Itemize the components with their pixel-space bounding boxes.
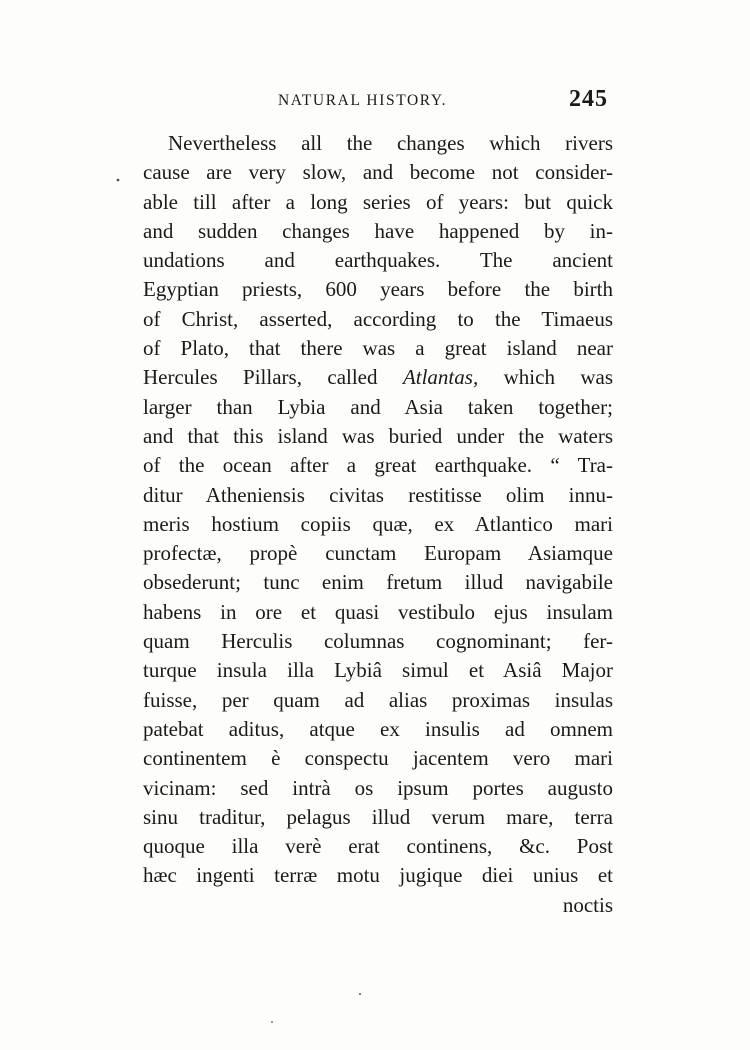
text-line: ditur Atheniensis civitas restitisse olim innu- [143, 482, 613, 507]
running-title: NATURAL HISTORY. [278, 92, 448, 109]
text-line: quam Herculis columnas cognominant; fer- [143, 629, 613, 654]
text-line: Nevertheless all the changes which rivers [168, 131, 613, 155]
ink-speck [271, 1021, 273, 1023]
text-line: undations and earthquakes. The ancient [143, 248, 613, 273]
text-line: and sudden changes have happened by in- [143, 218, 613, 243]
page-number: 245 [569, 86, 608, 112]
text-line: able till after a long series of years: but quick [143, 189, 613, 214]
text-line: sinu traditur, pelagus illud verum mare, terra [143, 804, 613, 829]
ink-speck [359, 993, 361, 995]
text-line: patebat aditus, atque ex insulis ad omnem [143, 716, 613, 741]
text-line: habens in ore et quasi vestibulo ejus insulam [143, 599, 613, 624]
text-line: of the ocean after a great earthquake. “ Tra- [143, 453, 613, 478]
italic-place-name: Atlantas, [402, 365, 479, 390]
text-line: obsederunt; tunc enim fretum illud navigabile [143, 570, 613, 595]
text-segment: which was [503, 365, 613, 390]
text-line: fuisse, per quam ad alias proximas insulas [143, 687, 613, 712]
ink-speck [117, 179, 120, 182]
text-line: vicinam: sed intrà os ipsum portes augusto [143, 775, 613, 800]
text-line-with-italic [143, 363, 613, 392]
text-segment: Hercules Pillars, called [143, 365, 378, 390]
text-line: meris hostium copiis quæ, ex Atlantico mari [143, 511, 613, 536]
running-head [140, 88, 610, 118]
catchword: noctis [562, 892, 613, 917]
text-line: turque insula illa Lybiâ simul et Asiâ Major [143, 658, 613, 683]
text-line: cause are very slow, and become not consider- [143, 160, 613, 185]
text-line: of Plato, that there was a great island near [143, 336, 613, 361]
text-line: of Christ, asserted, according to the Timaeus [143, 306, 613, 331]
text-line: larger than Lybia and Asia taken together; [143, 394, 613, 419]
body-text [143, 129, 613, 920]
text-line: hæc ingenti terræ motu jugique diei unius et [143, 863, 613, 888]
text-line: quoque illa verè erat continens, &c. Post [143, 834, 613, 859]
text-line: Egyptian priests, 600 years before the birth [143, 277, 613, 302]
text-line: profectæ, propè cunctam Europam Asiamque [143, 541, 613, 566]
text-line: continentem è conspectu jacentem vero mari [143, 746, 613, 771]
text-line: and that this island was buried under the waters [143, 423, 613, 448]
